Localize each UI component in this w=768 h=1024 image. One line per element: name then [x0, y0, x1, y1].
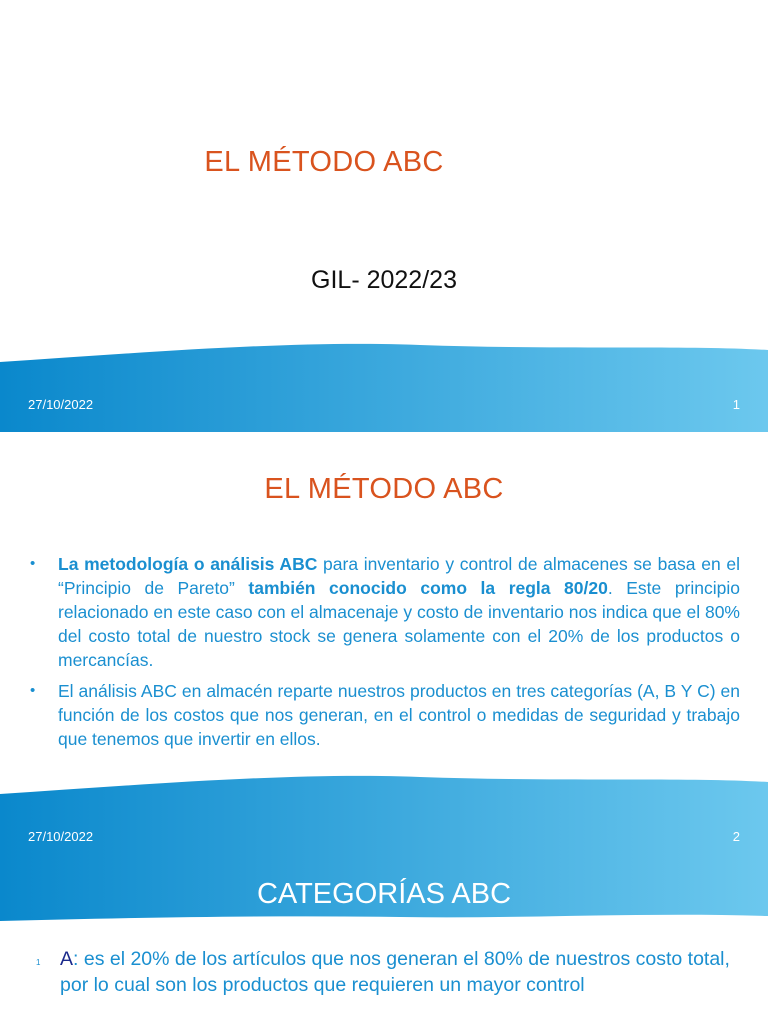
bullet-bold-text: también conocido como la regla 80/20 [248, 578, 608, 598]
slide-2 [0, 432, 768, 864]
slide-2-date: 27/10/2022 [28, 829, 94, 844]
slide-1 [0, 0, 768, 432]
slide-1-subtitle: GIL- 2022/23 [311, 266, 457, 294]
slide-3-title: CATEGORÍAS ABC [256, 878, 512, 910]
category-text: : es el 20% de los artículos que nos generan el 80% de nuestros costo total, por lo cual son los productos que requieren un mayor control [60, 948, 730, 996]
category-item [60, 946, 750, 998]
bullet-bold-text: La metodología o análisis ABC [58, 554, 318, 574]
bullet-icon: • [30, 682, 36, 699]
slide-1-title: EL MÉTODO ABC [204, 146, 444, 178]
slide-2-number: 2 [732, 829, 740, 844]
slide-2-title: EL MÉTODO ABC [264, 473, 504, 505]
list-number-marker: 1 [36, 958, 41, 967]
category-letter: A [60, 948, 74, 970]
bullet-text: . Este principio relacionado en este caso con el almacenaje y costo de inventario nos indica que el 80% del costo total de nuestro stock se genera solamente con el 20% de los productos o mercancías. [58, 578, 740, 670]
bullet-item [30, 552, 740, 672]
slide-3 [0, 864, 768, 1024]
bullet-text: para inventario y control de almacenes se basa en el “Principio de Pareto” [58, 554, 740, 598]
bullet-text: El análisis ABC en almacén reparte nuestros productos en tres categorías (A, B Y C) en función de los costos que nos generan, en el control o medidas de seguridad y trabajo que tenemos que invertir en ellos. [58, 681, 740, 749]
bullet-item [30, 679, 740, 751]
bullet-list [30, 552, 740, 758]
slide-1-wave-banner [0, 0, 768, 432]
bullet-icon: • [30, 555, 36, 572]
slide-1-number: 1 [732, 397, 740, 412]
slide-1-date: 27/10/2022 [28, 397, 94, 412]
